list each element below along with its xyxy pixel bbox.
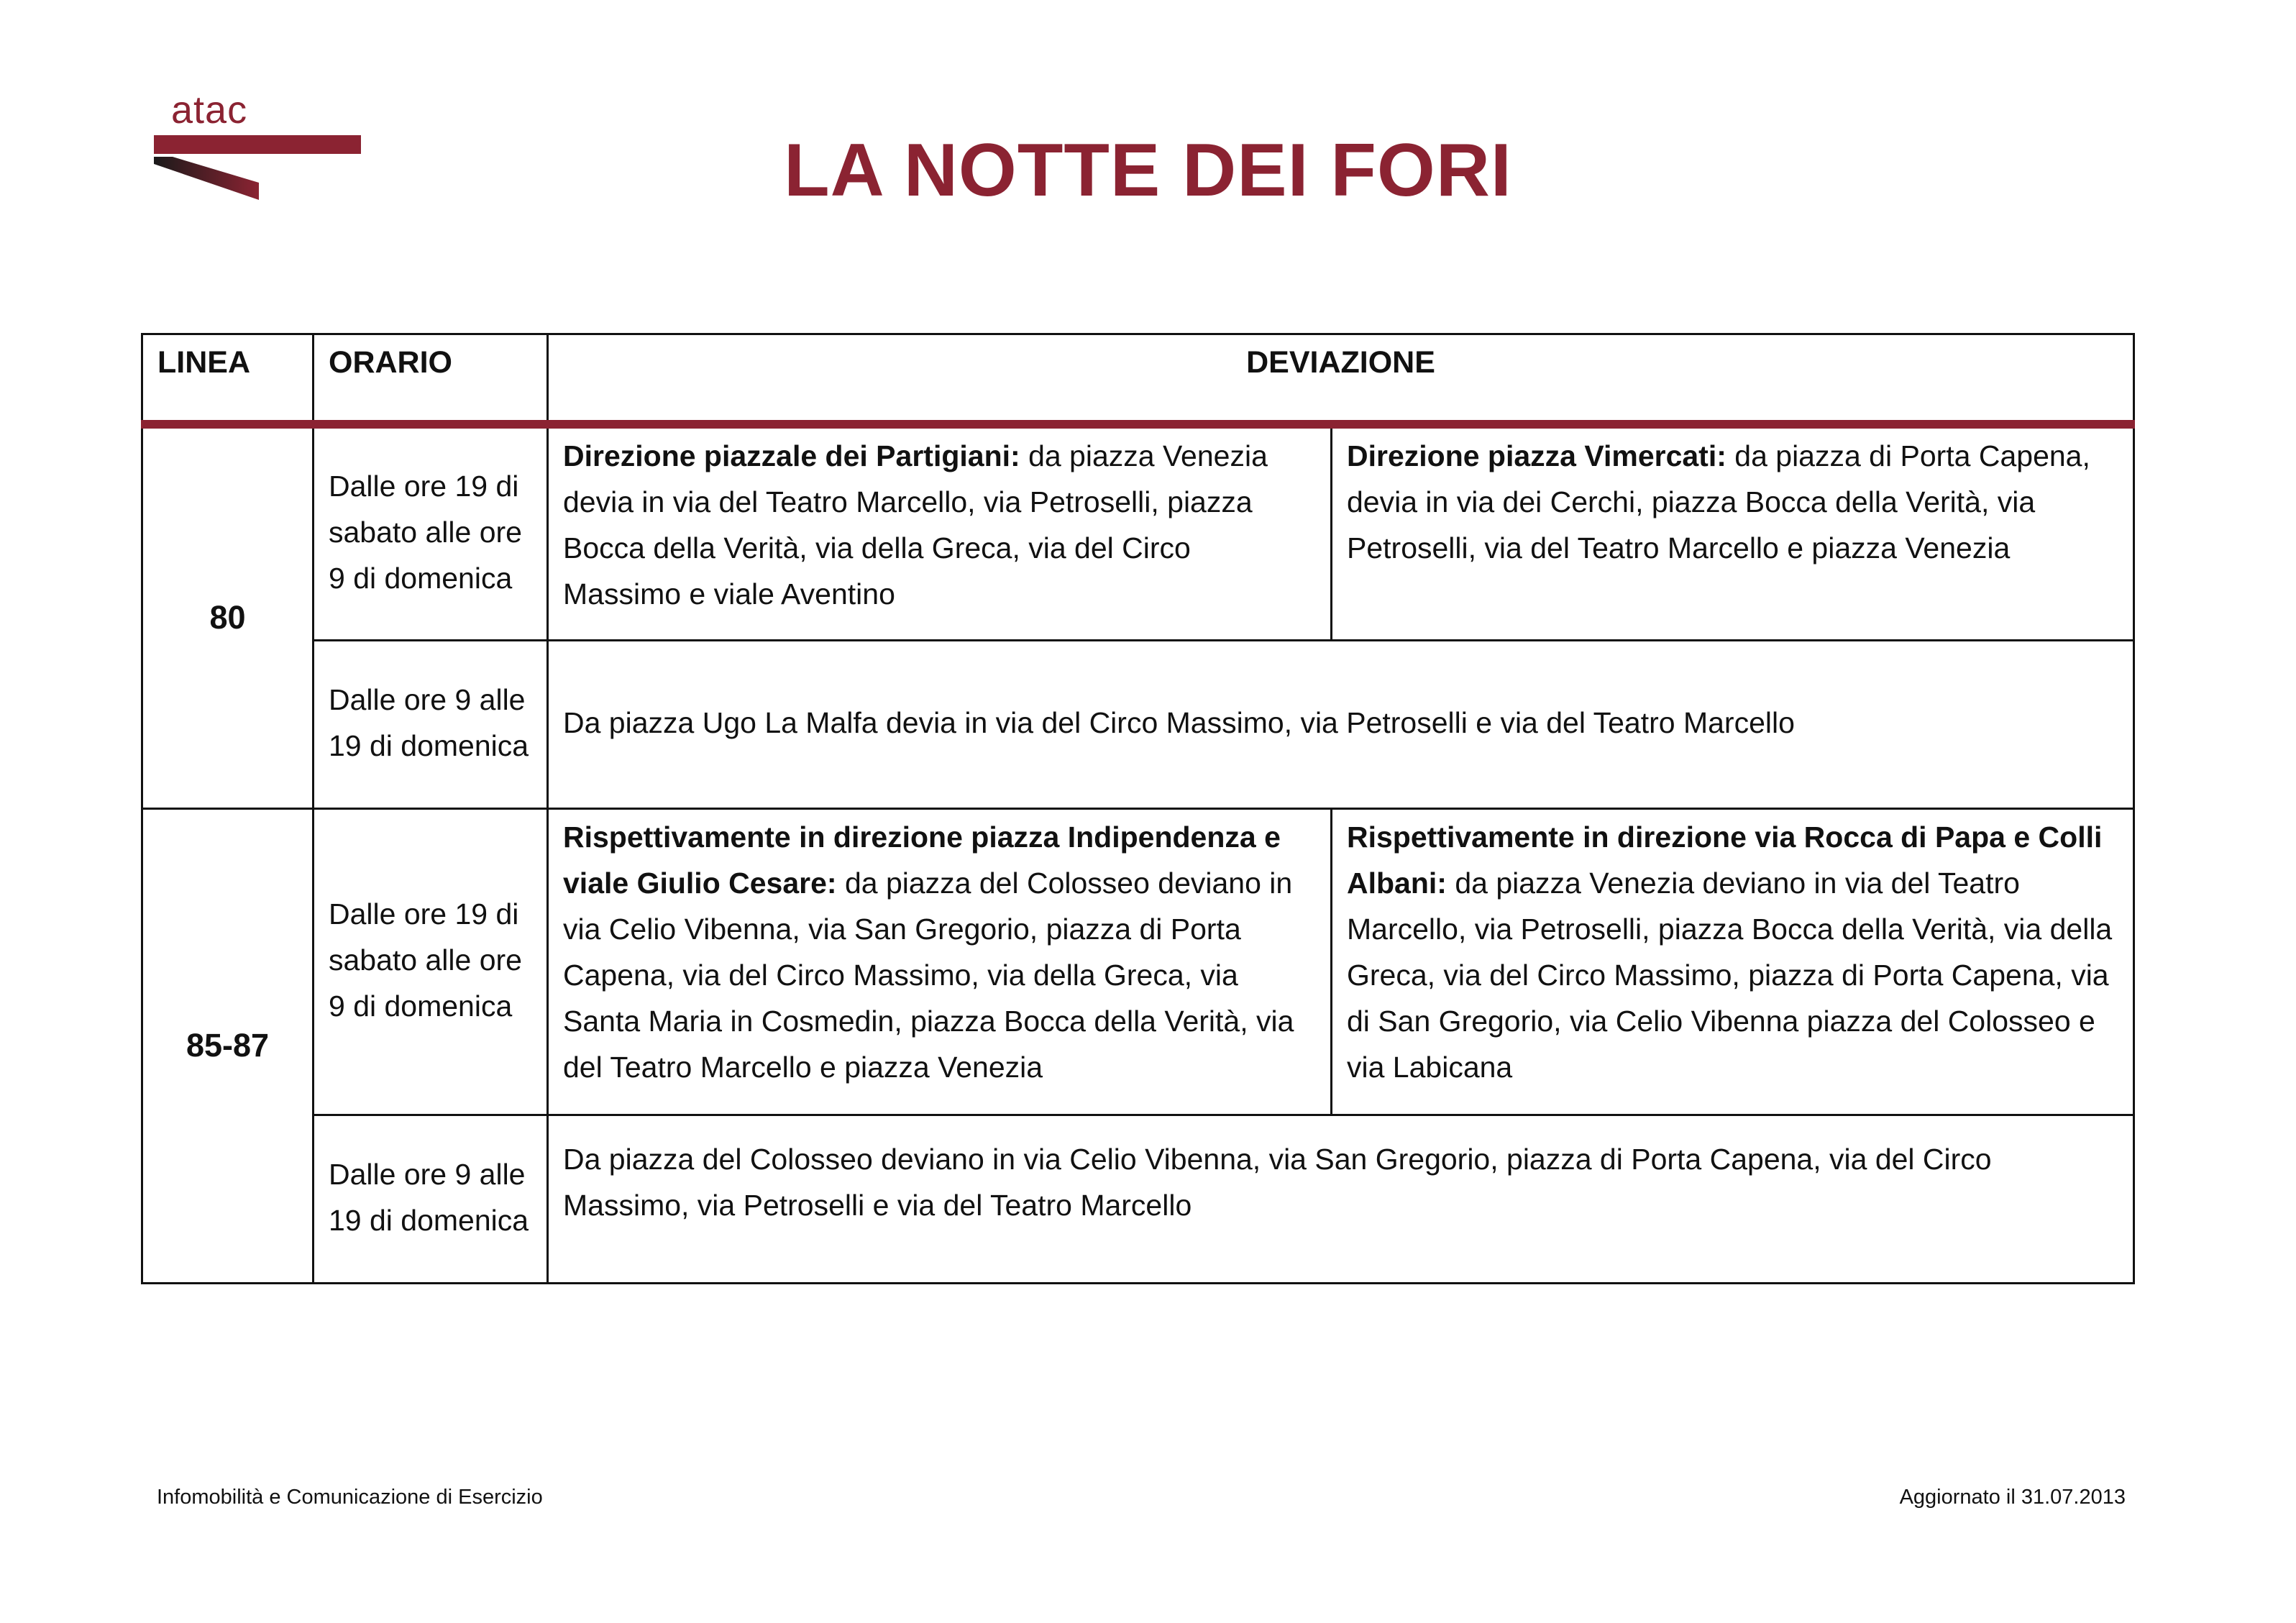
deviation-left-cell xyxy=(548,808,1332,1115)
deviation-cell: Da piazza del Colosseo deviano in via Celio Vibenna, via San Gregorio, piazza di Porta Capena, via del Circo Massimo, via Petroselli e via del Teatro Marcello xyxy=(548,1115,2134,1283)
deviation-right-cell xyxy=(1332,808,2134,1115)
linea-cell: 85-87 xyxy=(142,808,314,1283)
deviation-text: da piazza Venezia devia in via del Teatro Marcello, via Petroselli, piazza Bocca della Verità, via della Greca, via del Circo Massimo e viale Aventino xyxy=(563,439,1268,611)
orario-cell: Dalle ore 19 di sabato alle ore 9 di domenica xyxy=(314,424,548,640)
direction-label: Direzione piazzale dei Partigiani: xyxy=(563,439,1020,472)
header-linea: LINEA xyxy=(142,334,314,425)
direction-label: Direzione piazza Vimercati: xyxy=(1347,439,1726,472)
header-deviazione: DEVIAZIONE xyxy=(548,334,2134,425)
deviation-text: da piazza di Porta Capena, devia in via dei Cerchi, piazza Bocca della Verità, via Petroselli, via del Teatro Marcello e piazza Venezia xyxy=(1347,439,2090,564)
logo-text: atac xyxy=(171,88,248,132)
deviation-table xyxy=(141,333,2135,1284)
deviation-text: da piazza Venezia deviano in via del Teatro Marcello, via Petroselli, piazza Bocca della Verità, via della Greca, via del Circo Massimo, piazza di Porta Capena, via di San Gregorio, via Celio Vibenna piazza del Colosseo e via Labicana xyxy=(1347,866,2113,1084)
table-row xyxy=(142,640,2134,808)
deviation-text: da piazza del Colosseo deviano in via Celio Vibenna, via San Gregorio, piazza di Porta Capena, via del Circo Massimo, via della Greca, via Santa Maria in Cosmedin, piazza Bocca della Verità, via del Teatro Marcello e piazza Venezia xyxy=(563,866,1294,1084)
footer-updated-date: Aggiornato il 31.07.2013 xyxy=(1899,1486,2126,1509)
deviation-cell: Da piazza Ugo La Malfa devia in via del Circo Massimo, via Petroselli e via del Teatro Marcello xyxy=(548,640,2134,808)
orario-cell: Dalle ore 19 di sabato alle ore 9 di domenica xyxy=(314,808,548,1115)
table-row xyxy=(142,808,2134,1115)
deviation-right-cell xyxy=(1332,424,2134,640)
footer-department: Infomobilità e Comunicazione di Esercizio xyxy=(157,1486,543,1509)
header-orario: ORARIO xyxy=(314,334,548,425)
direction-label: Rispettivamente in direzione via Rocca di Papa e Colli Albani: xyxy=(1347,820,2103,900)
table-header-row xyxy=(142,334,2134,425)
direction-label: Rispettivamente in direzione piazza Indipendenza e viale Giulio Cesare: xyxy=(563,820,1281,900)
deviation-left-cell xyxy=(548,424,1332,640)
table-row xyxy=(142,1115,2134,1283)
linea-cell: 80 xyxy=(142,424,314,808)
orario-cell: Dalle ore 9 alle 19 di domenica xyxy=(314,640,548,808)
table-row xyxy=(142,424,2134,640)
orario-cell: Dalle ore 9 alle 19 di domenica xyxy=(314,1115,548,1283)
page-title: LA NOTTE DEI FORI xyxy=(784,129,1512,212)
